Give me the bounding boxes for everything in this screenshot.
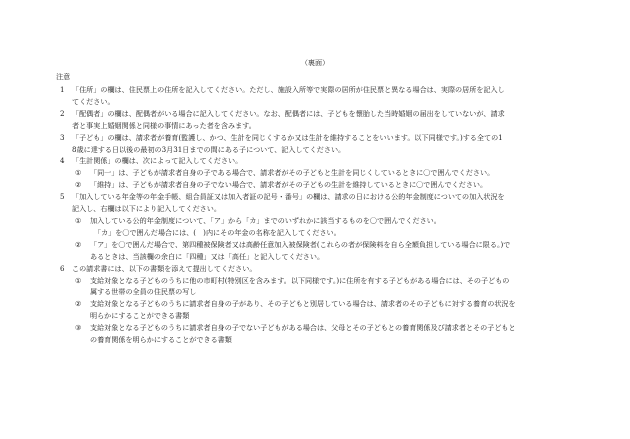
note-item-6-sub-3: ③ 支給対象となる子どものうちに請求者自身の子でない子どもがある場合は、父母とその子どもとの養育関係及び請求者とその子どもと: [75, 323, 516, 333]
note-item-3-cont: 8歳に達する日以後の最初の3月31日までの間にある子について、記入してください。: [72, 144, 346, 154]
note-item-2: 2 「配偶者」の欄は、配偶者がいる場合に記入してください。なお、配偶者には、子どもを懐胎した当時婚姻の届出をしていないが、請求: [60, 108, 505, 118]
note-item-1: 1 「住所」の欄は、住民票上の住所を記入してください。ただし、施設入所等で実際の居所が住民票と異なる場合は、実際の居所を記入し: [60, 85, 505, 94]
note-item-6-sub-1: ① 支給対象となる子どものうちに他の市町村(特別区を含みます。以下同様です。)に住所を有する子どもがある場合には、その子どもの: [75, 275, 510, 285]
note-item-5: 5 「加入している年金等の年金手帳、組合員証又は加入者証の記号・番号」の欄は、請求の日における公的年金制度についての加入状況を: [60, 192, 505, 202]
note-item-5-sub-1-cont: 「カ」を〇で囲んだ場合には、( )内にその年金の名称を記入してください。: [94, 227, 341, 237]
note-item-1-cont: てください。: [72, 96, 115, 106]
note-item-5-sub-2: ② 「ア」を〇で囲んだ場合で、第四種被保険者又は高齢任意加入被保険者(これらの者が保険料を自ら全額負担している場合に限る。)で: [75, 239, 511, 249]
note-item-6-sub-2-cont: 明らかにすることができる書類: [90, 311, 190, 321]
note-item-6-sub-1-cont: 属する世帯の全員の住民票の写し: [90, 287, 197, 297]
note-item-4-sub-2: ② 「維持」は、子どもが請求者自身の子でない場合で、請求者がその子どもの生計を維持しているときに〇で囲んでください。: [75, 180, 488, 190]
notes-list: [56, 84, 581, 346]
note-item-5-sub-1: ① 加入している公的年金制度について、「ア」から「カ」までのいずれかに該当するものを〇で囲んでください。: [75, 215, 441, 225]
note-item-4: 4 「生計関係」の欄は、次によって記入してください。: [60, 156, 243, 166]
note-item-4-sub-1: ① 「同一」は、子どもが請求者自身の子である場合で、請求者がその子どもと生計を同じくしているときに〇で囲んでください。: [75, 168, 495, 178]
note-item-3: 3 「子ども」の欄は、請求者が養育(監護し、かつ、生計を同じくするか又は生計を維持することをいいます。以下同様です。)する全ての1: [60, 132, 503, 142]
note-item-6: 6 この請求書には、以下の書類を添えて提出してください。: [60, 263, 257, 273]
note-item-5-sub-2-cont: あるときは、当該欄の余白に「四種」又は「高任」と記入してください。: [90, 251, 325, 261]
notes-heading: 注意: [56, 72, 71, 81]
note-item-6-sub-3-cont: の養育関係を明らかにすることができる書類: [90, 335, 232, 345]
note-item-6-sub-2: ② 支給対象となる子どものうちに請求者自身の子があり、その子どもと別居している場合は、請求者のその子どもに対する養育の状況を: [75, 299, 516, 309]
note-item-2-cont: 者と事実上婚姻関係と同様の事情にあった者を含みます。: [72, 120, 256, 130]
page-title: （裏面）: [300, 58, 330, 67]
note-item-5-cont: 記入し、右欄は以下により記入してください。: [72, 204, 221, 214]
